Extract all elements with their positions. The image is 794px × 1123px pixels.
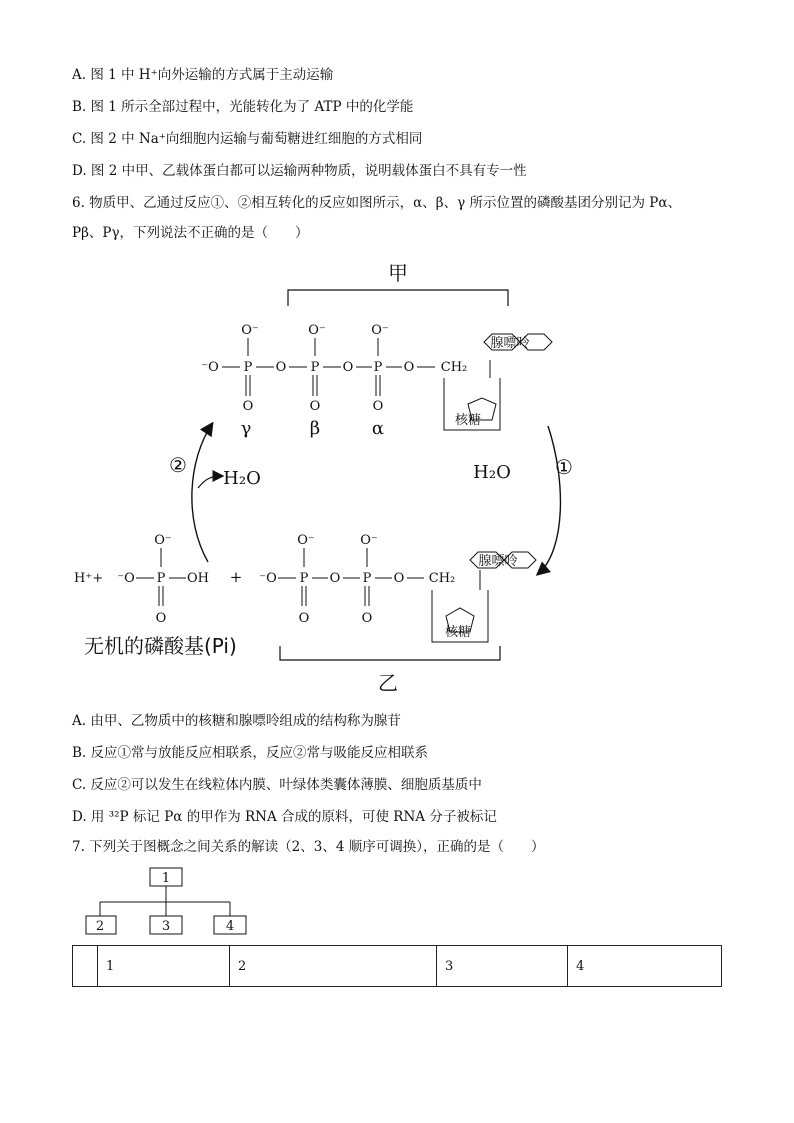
table-cell: 1	[98, 946, 230, 987]
table-cell	[73, 946, 98, 987]
q5-option-c: C. 图 2 中 Na⁺向细胞内运输与葡萄糖进红细胞的方式相同	[72, 131, 423, 147]
pi-label: 无机的磷酸基(Pi)	[84, 634, 237, 658]
svg-text:O⁻: O⁻	[360, 533, 378, 548]
tree-child-3: 3	[161, 919, 171, 934]
bracket-yi	[280, 646, 500, 660]
svg-text:腺嘌呤: 腺嘌呤	[478, 554, 518, 569]
svg-text:腺嘌呤: 腺嘌呤	[490, 336, 530, 351]
svg-text:⁻O: ⁻O	[117, 571, 135, 586]
arrow-reaction-2	[192, 424, 212, 562]
q7-answer-table	[72, 945, 722, 987]
svg-text:OH: OH	[187, 571, 209, 586]
q5-option-b: B. 图 1 所示全部过程中，光能转化为了 ATP 中的化学能	[72, 99, 414, 115]
svg-text:O: O	[372, 399, 384, 414]
svg-text:O⁻: O⁻	[241, 323, 259, 338]
arrow-water-release	[198, 476, 222, 488]
bracket-jia	[288, 290, 508, 306]
q5-option-d: D. 图 2 中甲、乙载体蛋白都可以运输两种物质，说明载体蛋白不具有专一性	[72, 163, 527, 179]
svg-text:H⁺+: H⁺+	[74, 571, 104, 586]
alpha-label: α	[371, 418, 385, 439]
tree-child-4: 4	[225, 919, 235, 934]
q6-option-b: B. 反应①常与放能反应相联系，反应②常与吸能反应相联系	[72, 745, 429, 761]
arrow-reaction-1	[538, 426, 560, 574]
beta-label: β	[309, 418, 321, 439]
svg-text:+: +	[229, 568, 243, 586]
q7-stem: 7. 下列关于图概念之间关系的解读（2、3、4 顺序可调换），正确的是（ ）	[72, 839, 545, 855]
svg-text:O: O	[298, 611, 310, 626]
svg-text:O⁻: O⁻	[308, 323, 326, 338]
label-jia: 甲	[388, 261, 408, 285]
reaction-2-label: ②	[169, 453, 187, 477]
molecule-jia	[201, 323, 552, 439]
gamma-label: γ	[240, 418, 252, 439]
water-reaction-2: H₂O	[223, 468, 261, 489]
svg-text:核糖: 核糖	[454, 413, 482, 428]
svg-text:O: O	[242, 399, 254, 414]
svg-text:⁻O: ⁻O	[259, 571, 277, 586]
svg-text:P: P	[156, 571, 166, 586]
svg-text:O⁻: O⁻	[154, 533, 172, 548]
svg-text:P: P	[310, 360, 320, 375]
tree-child-2: 2	[95, 919, 105, 934]
phosphate-pi	[74, 533, 209, 626]
label-yi: 乙	[378, 671, 398, 695]
svg-text:O: O	[361, 611, 373, 626]
concept-tree-diagram	[80, 864, 270, 940]
atp-adp-diagram	[60, 250, 740, 700]
svg-text:O: O	[155, 611, 167, 626]
svg-text:O: O	[309, 399, 321, 414]
reaction-1-label: ①	[555, 455, 573, 479]
svg-text:O: O	[393, 571, 405, 586]
svg-text:P: P	[243, 360, 253, 375]
q6-stem-line2: Pβ、Pγ，下列说法不正确的是（ ）	[72, 225, 309, 241]
svg-text:O: O	[329, 571, 341, 586]
table-cell: 2	[230, 946, 437, 987]
svg-text:O: O	[403, 360, 415, 375]
q6-option-a: A. 由甲、乙物质中的核糖和腺嘌呤组成的结构称为腺苷	[72, 713, 401, 729]
svg-text:CH₂: CH₂	[428, 571, 456, 586]
molecule-yi	[259, 533, 536, 642]
q6-stem-line1: 6. 物质甲、乙通过反应①、②相互转化的反应如图所示，α、β、γ 所示位置的磷酸基团分别记为 Pα、	[72, 195, 681, 211]
q5-option-a: A. 图 1 中 H⁺向外运输的方式属于主动运输	[72, 67, 334, 83]
svg-text:CH₂: CH₂	[440, 360, 468, 375]
svg-text:P: P	[373, 360, 383, 375]
svg-text:P: P	[362, 571, 372, 586]
svg-text:O: O	[342, 360, 354, 375]
svg-text:O: O	[275, 360, 287, 375]
table-cell: 4	[568, 946, 722, 987]
q6-option-c: C. 反应②可以发生在线粒体内膜、叶绿体类囊体薄膜、细胞质基质中	[72, 777, 482, 793]
svg-text:⁻O: ⁻O	[201, 360, 219, 375]
q6-option-d: D. 用 ³²P 标记 Pα 的甲作为 RNA 合成的原料，可使 RNA 分子被标记	[72, 809, 497, 825]
water-reaction-1: H₂O	[473, 462, 511, 483]
table-row	[73, 946, 722, 987]
svg-text:核糖: 核糖	[444, 625, 472, 640]
svg-text:O⁻: O⁻	[297, 533, 315, 548]
table-cell: 3	[437, 946, 568, 987]
svg-text:P: P	[299, 571, 309, 586]
tree-root: 1	[161, 871, 171, 886]
svg-text:O⁻: O⁻	[371, 323, 389, 338]
